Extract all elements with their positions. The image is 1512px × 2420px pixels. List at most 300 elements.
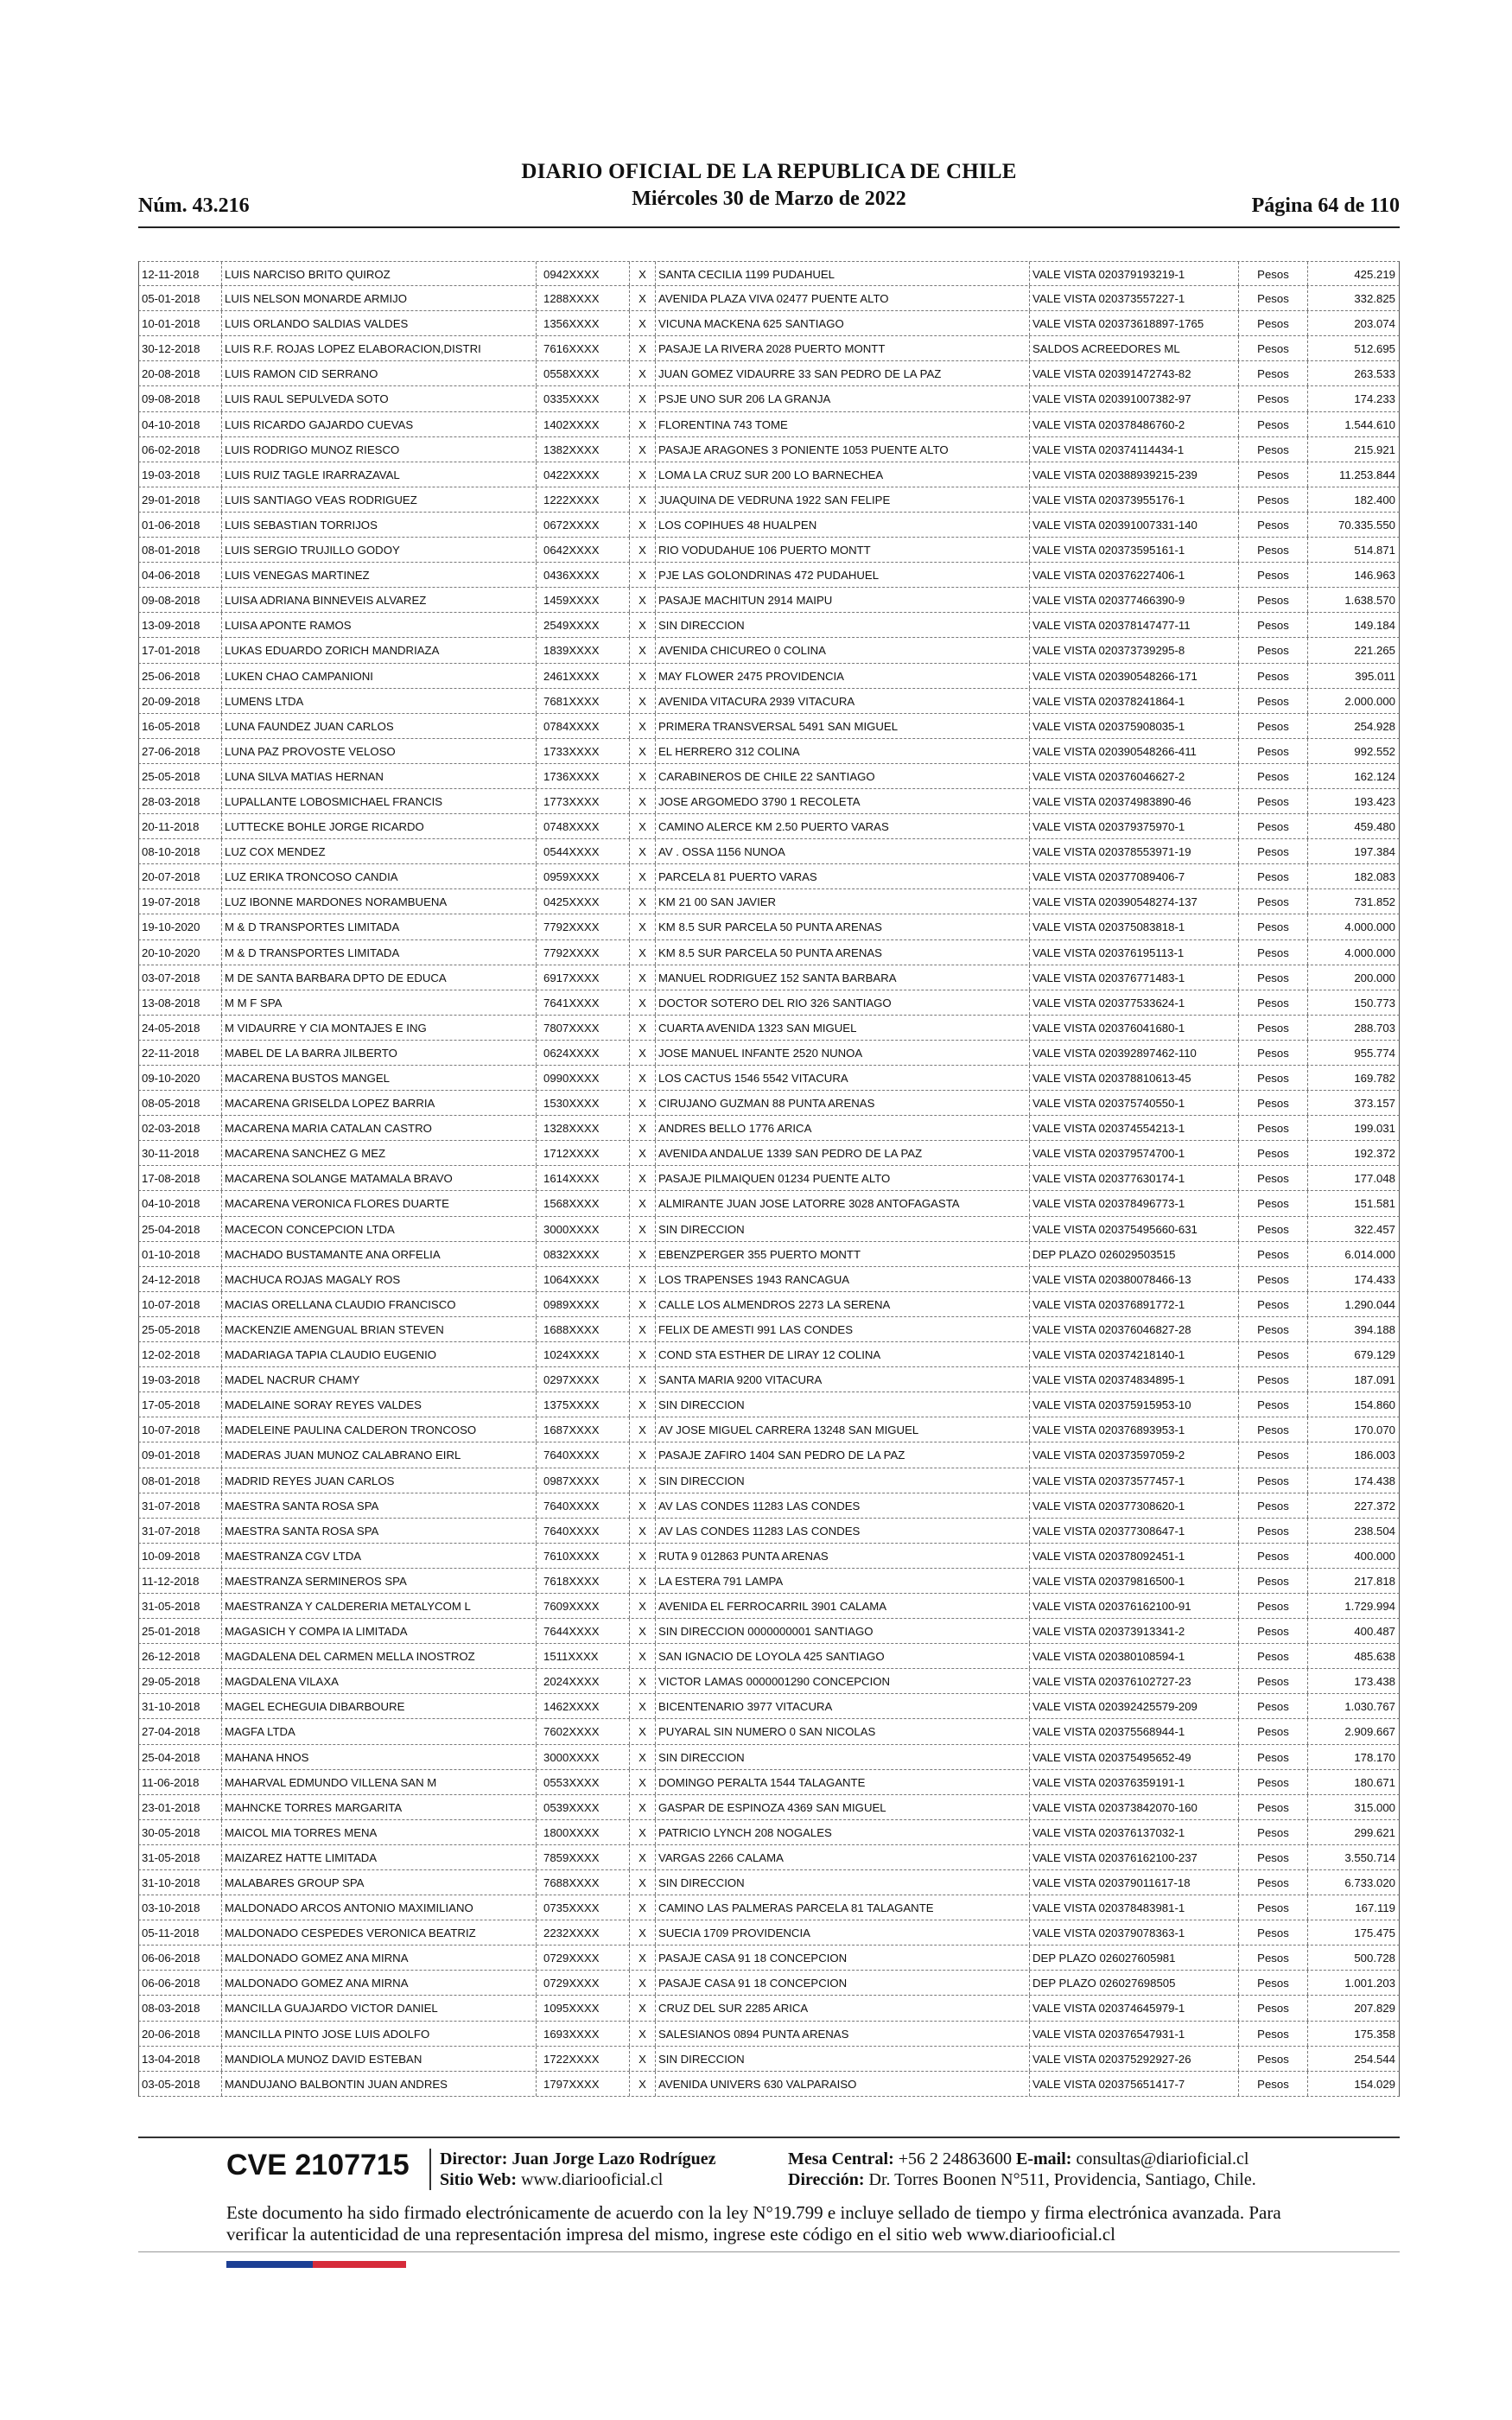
name-cell: MALDONADO GOMEZ ANA MIRNA (222, 1946, 537, 1970)
amount-cell: 2.909.667 (1344, 1725, 1395, 1739)
name-cell: LUNA FAUNDEZ JUAN CARLOS (222, 714, 537, 738)
address-cell: PASAJE ZAFIRO 1404 SAN PEDRO DE LA PAZ (656, 1442, 1030, 1467)
instrument-cell: VALE VISTA 020376771483-1 (1030, 965, 1239, 990)
address-cell: AVENIDA ANDALUE 1339 SAN PEDRO DE LA PAZ (656, 1141, 1030, 1165)
date-cell: 11-12-2018 (139, 1569, 222, 1593)
currency-cell: Pesos (1239, 311, 1308, 335)
currency-cell: Pesos (1239, 1267, 1308, 1291)
currency-cell: Pesos (1239, 588, 1308, 612)
flag-bar-blue (226, 2261, 313, 2268)
table-row (138, 1367, 1400, 1392)
instrument-cell: VALE VISTA 020379011617-18 (1030, 1870, 1239, 1895)
rut-cell: 2232XXXX (537, 1920, 630, 1945)
name-cell: MACHADO BUSTAMANTE ANA ORFELIA (222, 1242, 537, 1266)
address-cell: LOS TRAPENSES 1943 RANCAGUA (656, 1267, 1030, 1291)
instrument-cell: VALE VISTA 020377630174-1 (1030, 1166, 1239, 1190)
address-cell: EBENZPERGER 355 PUERTO MONTT (656, 1242, 1030, 1266)
date-cell: 19-07-2018 (139, 889, 222, 914)
amount-cell: 332.825 (1354, 292, 1395, 306)
currency-cell: Pesos (1239, 1946, 1308, 1970)
currency-cell: Pesos (1239, 1217, 1308, 1241)
rut-cell: 1797XXXX (537, 2072, 630, 2096)
rut-cell: 1614XXXX (537, 1166, 630, 1190)
table-row (138, 1669, 1400, 1694)
email-label: E-mail: (1016, 2149, 1072, 2168)
date-cell: 02-03-2018 (139, 1116, 222, 1140)
address-cell: JUAQUINA DE VEDRUNA 1922 SAN FELIPE (656, 487, 1030, 512)
flag-cell: X (630, 739, 656, 763)
rut-cell: 7688XXXX (537, 1870, 630, 1895)
date-cell: 12-02-2018 (139, 1342, 222, 1366)
currency-cell: Pesos (1239, 1870, 1308, 1895)
name-cell: LUKEN CHAO CAMPANIONI (222, 664, 537, 688)
rut-cell: 0624XXXX (537, 1041, 630, 1065)
name-cell: MANDIOLA MUNOZ DAVID ESTEBAN (222, 2047, 537, 2071)
name-cell: LUTTECKE BOHLE JORGE RICARDO (222, 814, 537, 838)
instrument-cell: VALE VISTA 020377533624-1 (1030, 990, 1239, 1015)
table-row (138, 1066, 1400, 1091)
currency-cell: Pesos (1239, 1895, 1308, 1920)
currency-cell: Pesos (1239, 1442, 1308, 1467)
date-cell: 12-11-2018 (139, 262, 222, 285)
currency-cell: Pesos (1239, 839, 1308, 863)
instrument-cell: VALE VISTA 020376046827-28 (1030, 1317, 1239, 1341)
address-cell: BICENTENARIO 3977 VITACURA (656, 1694, 1030, 1718)
email-link[interactable]: consultas@diarioficial.cl (1076, 2149, 1249, 2168)
date-cell: 10-01-2018 (139, 311, 222, 335)
currency-cell: Pesos (1239, 513, 1308, 537)
flag-cell: X (630, 1895, 656, 1920)
date-cell: 25-04-2018 (139, 1745, 222, 1769)
flag-cell: X (630, 664, 656, 688)
date-cell: 01-06-2018 (139, 513, 222, 537)
amount-cell: 182.083 (1354, 870, 1395, 884)
instrument-cell: VALE VISTA 020373577457-1 (1030, 1468, 1239, 1493)
currency-cell: Pesos (1239, 1493, 1308, 1518)
rut-cell: 0990XXXX (537, 1066, 630, 1090)
director-label: Director: (440, 2149, 508, 2168)
address-cell: KM 8.5 SUR PARCELA 50 PUNTA ARENAS (656, 940, 1030, 965)
currency-cell: Pesos (1239, 789, 1308, 813)
currency-cell: Pesos (1239, 889, 1308, 914)
amount-cell: 1.729.994 (1344, 1599, 1395, 1613)
name-cell: LUZ IBONNE MARDONES NORAMBUENA (222, 889, 537, 914)
table-row (138, 1392, 1400, 1417)
amount-cell: 192.372 (1354, 1147, 1395, 1161)
currency-cell: Pesos (1239, 1820, 1308, 1844)
table-row (138, 914, 1400, 939)
instrument-cell: VALE VISTA 020376162100-237 (1030, 1845, 1239, 1869)
address-cell: LOMA LA CRUZ SUR 200 LO BARNECHEA (656, 462, 1030, 487)
instrument-cell: VALE VISTA 020378092451-1 (1030, 1544, 1239, 1568)
name-cell: MADEL NACRUR CHAMY (222, 1367, 537, 1392)
date-cell: 17-08-2018 (139, 1166, 222, 1190)
amount-cell: 299.621 (1354, 1825, 1395, 1839)
rut-cell: 7602XXXX (537, 1719, 630, 1743)
date-cell: 25-05-2018 (139, 764, 222, 788)
instrument-cell: VALE VISTA 020375908035-1 (1030, 714, 1239, 738)
amount-cell: 400.000 (1354, 1549, 1395, 1563)
address-cell: AV LAS CONDES 11283 LAS CONDES (656, 1493, 1030, 1518)
flag-cell: X (630, 638, 656, 662)
flag-cell: X (630, 1519, 656, 1543)
flag-cell: X (630, 1217, 656, 1241)
table-row (138, 889, 1400, 914)
records-table (138, 261, 1400, 2097)
address-cell: PASAJE CASA 91 18 CONCEPCION (656, 1971, 1030, 1995)
amount-cell: 425.219 (1354, 268, 1395, 281)
amount-cell: 221.265 (1354, 644, 1395, 658)
instrument-cell: VALE VISTA 020374218140-1 (1030, 1342, 1239, 1366)
amount-cell: 514.871 (1354, 544, 1395, 557)
amount-cell: 180.671 (1354, 1775, 1395, 1789)
address-cell: PASAJE PILMAIQUEN 01234 PUENTE ALTO (656, 1166, 1030, 1190)
name-cell: MAESTRANZA Y CALDERERIA METALYCOM L (222, 1594, 537, 1618)
table-row (138, 386, 1400, 411)
address-cell: SIN DIRECCION (656, 1392, 1030, 1417)
address-cell: COND STA ESTHER DE LIRAY 12 COLINA (656, 1342, 1030, 1366)
flag-cell: X (630, 286, 656, 310)
instrument-cell: DEP PLAZO 026027605981 (1030, 1946, 1239, 1970)
instrument-cell: VALE VISTA 020374834895-1 (1030, 1367, 1239, 1392)
amount-cell: 373.157 (1354, 1097, 1395, 1111)
address-cell: LOS COPIHUES 48 HUALPEN (656, 513, 1030, 537)
name-cell: LUNA PAZ PROVOSTE VELOSO (222, 739, 537, 763)
table-row (138, 1895, 1400, 1920)
rut-cell: 1462XXXX (537, 1694, 630, 1718)
name-cell: MANDUJANO BALBONTIN JUAN ANDRES (222, 2072, 537, 2096)
instrument-cell: VALE VISTA 020378241864-1 (1030, 689, 1239, 713)
amount-cell: 1.544.610 (1344, 417, 1395, 431)
rut-cell: 1459XXXX (537, 588, 630, 612)
table-row (138, 437, 1400, 462)
currency-cell: Pesos (1239, 1468, 1308, 1493)
rut-cell: 3000XXXX (537, 1217, 630, 1241)
address-cell: GASPAR DE ESPINOZA 4369 SAN MIGUEL (656, 1795, 1030, 1819)
amount-cell: 146.963 (1354, 569, 1395, 583)
rut-cell: 0784XXXX (537, 714, 630, 738)
table-row (138, 1116, 1400, 1141)
rut-cell: 1356XXXX (537, 311, 630, 335)
address-cell: AV JOSE MIGUEL CARRERA 13248 SAN MIGUEL (656, 1417, 1030, 1442)
name-cell: MANCILLA GUAJARDO VICTOR DANIEL (222, 1996, 537, 2020)
currency-cell: Pesos (1239, 1770, 1308, 1794)
date-cell: 20-08-2018 (139, 361, 222, 385)
name-cell: MADERAS JUAN MUNOZ CALABRANO EIRL (222, 1442, 537, 1467)
instrument-cell: VALE VISTA 020374554213-1 (1030, 1116, 1239, 1140)
date-cell: 09-01-2018 (139, 1442, 222, 1467)
table-row (138, 311, 1400, 336)
name-cell: MAESTRANZA CGV LTDA (222, 1544, 537, 1568)
currency-cell: Pesos (1239, 990, 1308, 1015)
address-cell: VARGAS 2266 CALAMA (656, 1845, 1030, 1869)
flag-cell: X (630, 1971, 656, 1995)
amount-cell: 11.253.844 (1338, 468, 1395, 481)
date-cell: 31-07-2018 (139, 1493, 222, 1518)
name-cell: LUNA SILVA MATIAS HERNAN (222, 764, 537, 788)
amount-cell: 459.480 (1354, 820, 1395, 834)
address-cell: SUECIA 1709 PROVIDENCIA (656, 1920, 1030, 1945)
currency-cell: Pesos (1239, 1242, 1308, 1266)
date-cell: 20-06-2018 (139, 2022, 222, 2046)
table-row (138, 764, 1400, 789)
name-cell: MAESTRA SANTA ROSA SPA (222, 1493, 537, 1518)
currency-cell: Pesos (1239, 814, 1308, 838)
flag-cell: X (630, 1091, 656, 1115)
name-cell: MADELEINE PAULINA CALDERON TRONCOSO (222, 1417, 537, 1442)
amount-cell: 6.014.000 (1344, 1247, 1395, 1261)
amount-cell: 679.129 (1354, 1348, 1395, 1362)
address-cell: PSJE UNO SUR 206 LA GRANJA (656, 386, 1030, 411)
instrument-cell: VALE VISTA 020373842070-160 (1030, 1795, 1239, 1819)
name-cell: MACIAS ORELLANA CLAUDIO FRANCISCO (222, 1292, 537, 1316)
date-cell: 10-09-2018 (139, 1544, 222, 1568)
instrument-cell: VALE VISTA 020392897462-110 (1030, 1041, 1239, 1065)
table-row (138, 1442, 1400, 1468)
currency-cell: Pesos (1239, 1719, 1308, 1743)
flag-cell: X (630, 1493, 656, 1518)
flag-cell: X (630, 1544, 656, 1568)
address-cell: SIN DIRECCION (656, 1745, 1030, 1769)
currency-cell: Pesos (1239, 336, 1308, 360)
journal-title: DIARIO OFICIAL DE LA REPUBLICA DE CHILE (521, 160, 1017, 183)
rut-cell: 0942XXXX (537, 262, 630, 285)
currency-cell: Pesos (1239, 664, 1308, 688)
currency-cell: Pesos (1239, 1141, 1308, 1165)
instrument-cell: VALE VISTA 020376359191-1 (1030, 1770, 1239, 1794)
date-cell: 31-10-2018 (139, 1694, 222, 1718)
name-cell: LUMENS LTDA (222, 689, 537, 713)
currency-cell: Pesos (1239, 638, 1308, 662)
flag-cell: X (630, 2022, 656, 2046)
flag-cell: X (630, 487, 656, 512)
instrument-cell: VALE VISTA 020374114434-1 (1030, 437, 1239, 462)
flag-cell: X (630, 814, 656, 838)
rut-cell: 7681XXXX (537, 689, 630, 713)
address-cell: CAMINO LAS PALMERAS PARCELA 81 TALAGANTE (656, 1895, 1030, 1920)
name-cell: MAHANA HNOS (222, 1745, 537, 1769)
date-cell: 16-05-2018 (139, 714, 222, 738)
instrument-cell: VALE VISTA 020374645979-1 (1030, 1996, 1239, 2020)
currency-cell: Pesos (1239, 764, 1308, 788)
rut-cell: 7641XXXX (537, 990, 630, 1015)
instrument-cell: VALE VISTA 020373955176-1 (1030, 487, 1239, 512)
rut-cell: 2024XXXX (537, 1669, 630, 1693)
rut-cell: 0436XXXX (537, 563, 630, 587)
instrument-cell: VALE VISTA 020376041680-1 (1030, 1016, 1239, 1040)
table-row (138, 1417, 1400, 1442)
currency-cell: Pesos (1239, 1091, 1308, 1115)
date-cell: 05-01-2018 (139, 286, 222, 310)
site-link[interactable]: www.diariooficial.cl (521, 2170, 664, 2189)
rut-cell: 0425XXXX (537, 889, 630, 914)
date-cell: 06-02-2018 (139, 437, 222, 462)
name-cell: MALDONADO ARCOS ANTONIO MAXIMILIANO (222, 1895, 537, 1920)
currency-cell: Pesos (1239, 1694, 1308, 1718)
name-cell: MAGFA LTDA (222, 1719, 537, 1743)
flag-cell: X (630, 2047, 656, 2071)
instrument-cell: VALE VISTA 020376046627-2 (1030, 764, 1239, 788)
amount-cell: 197.384 (1354, 845, 1395, 859)
flag-cell: X (630, 311, 656, 335)
currency-cell: Pesos (1239, 1669, 1308, 1693)
address-cell: CUARTA AVENIDA 1323 SAN MIGUEL (656, 1016, 1030, 1040)
table-row (138, 538, 1400, 563)
rut-cell: 1712XXXX (537, 1141, 630, 1165)
address-cell: SIN DIRECCION (656, 2047, 1030, 2071)
currency-cell: Pesos (1239, 1519, 1308, 1543)
flag-cell: X (630, 386, 656, 411)
rut-cell: 1688XXXX (537, 1317, 630, 1341)
date-cell: 08-05-2018 (139, 1091, 222, 1115)
currency-cell: Pesos (1239, 563, 1308, 587)
flag-cell: X (630, 1845, 656, 1869)
address-cell: AV LAS CONDES 11283 LAS CONDES (656, 1519, 1030, 1543)
table-row (138, 1191, 1400, 1216)
table-row (138, 1971, 1400, 1996)
date-cell: 27-06-2018 (139, 739, 222, 763)
header-divider (138, 226, 1400, 228)
date-cell: 03-05-2018 (139, 2072, 222, 2096)
amount-cell: 4.000.000 (1344, 920, 1395, 934)
currency-cell: Pesos (1239, 361, 1308, 385)
date-cell: 30-05-2018 (139, 1820, 222, 1844)
flag-cell: X (630, 714, 656, 738)
address-cell: SIN DIRECCION (656, 1468, 1030, 1493)
address-cell: VICTOR LAMAS 0000001290 CONCEPCION (656, 1669, 1030, 1693)
table-row (138, 588, 1400, 613)
flag-cell: X (630, 764, 656, 788)
table-row (138, 286, 1400, 311)
name-cell: MAESTRA SANTA ROSA SPA (222, 1519, 537, 1543)
instrument-cell: VALE VISTA 020376891772-1 (1030, 1292, 1239, 1316)
currency-cell: Pesos (1239, 1920, 1308, 1945)
name-cell: LUIS SEBASTIAN TORRIJOS (222, 513, 537, 537)
amount-cell: 263.533 (1354, 367, 1395, 381)
flag-cell: X (630, 1569, 656, 1593)
currency-cell: Pesos (1239, 1795, 1308, 1819)
flag-cell: X (630, 1242, 656, 1266)
table-row (138, 1594, 1400, 1619)
instrument-cell: VALE VISTA 020380108594-1 (1030, 1644, 1239, 1668)
table-row (138, 714, 1400, 739)
instrument-cell: VALE VISTA 020375651417-7 (1030, 2072, 1239, 2096)
flag-cell: X (630, 1166, 656, 1190)
date-cell: 06-06-2018 (139, 1971, 222, 1995)
issue-date: Miércoles 30 de Marzo de 2022 (632, 188, 906, 210)
name-cell: MAHNCKE TORRES MARGARITA (222, 1795, 537, 1819)
amount-cell: 70.335.550 (1337, 518, 1395, 532)
flag-cell: X (630, 1116, 656, 1140)
flag-cell: X (630, 990, 656, 1015)
flag-cell: X (630, 336, 656, 360)
date-cell: 31-07-2018 (139, 1519, 222, 1543)
table-row (138, 1292, 1400, 1317)
amount-cell: 254.928 (1354, 719, 1395, 733)
rut-cell: 0959XXXX (537, 864, 630, 888)
amount-cell: 288.703 (1354, 1021, 1395, 1035)
address-cell: CIRUJANO GUZMAN 88 PUNTA ARENAS (656, 1091, 1030, 1115)
date-cell: 17-05-2018 (139, 1392, 222, 1417)
instrument-cell: VALE VISTA 020379375970-1 (1030, 814, 1239, 838)
instrument-cell: VALE VISTA 020378553971-19 (1030, 839, 1239, 863)
rut-cell: 7640XXXX (537, 1493, 630, 1518)
flag-cell: X (630, 864, 656, 888)
amount-cell: 254.544 (1354, 2052, 1395, 2066)
name-cell: MAHARVAL EDMUNDO VILLENA SAN M (222, 1770, 537, 1794)
currency-cell: Pesos (1239, 965, 1308, 990)
name-cell: LUIS R.F. ROJAS LOPEZ ELABORACION,DISTRI (222, 336, 537, 360)
amount-cell: 6.733.020 (1344, 1876, 1395, 1889)
date-cell: 25-01-2018 (139, 1619, 222, 1643)
address-cell: PJE LAS GOLONDRINAS 472 PUDAHUEL (656, 563, 1030, 587)
amount-cell: 322.457 (1354, 1222, 1395, 1236)
table-row (138, 664, 1400, 689)
instrument-cell: VALE VISTA 020375495652-49 (1030, 1745, 1239, 1769)
rut-cell: 1687XXXX (537, 1417, 630, 1442)
footer-divider (138, 2137, 1400, 2138)
currency-cell: Pesos (1239, 386, 1308, 411)
address-cell: LOS CACTUS 1546 5542 VITACURA (656, 1066, 1030, 1090)
table-row (138, 462, 1400, 487)
rut-cell: 1530XXXX (537, 1091, 630, 1115)
address-cell: PASAJE MACHITUN 2914 MAIPU (656, 588, 1030, 612)
rut-cell: 1773XXXX (537, 789, 630, 813)
name-cell: LUIS NARCISO BRITO QUIROZ (222, 262, 537, 285)
name-cell: MAGDALENA DEL CARMEN MELLA INOSTROZ (222, 1644, 537, 1668)
table-row (138, 1619, 1400, 1644)
amount-cell: 174.438 (1354, 1474, 1395, 1487)
amount-cell: 1.030.767 (1344, 1700, 1395, 1714)
currency-cell: Pesos (1239, 1644, 1308, 1668)
instrument-cell: VALE VISTA 020379078363-1 (1030, 1920, 1239, 1945)
date-cell: 19-03-2018 (139, 1367, 222, 1392)
address-cell: PRIMERA TRANSVERSAL 5491 SAN MIGUEL (656, 714, 1030, 738)
table-row (138, 638, 1400, 663)
currency-cell: Pesos (1239, 739, 1308, 763)
address-cell: FELIX DE AMESTI 991 LAS CONDES (656, 1317, 1030, 1341)
amount-cell: 186.003 (1354, 1449, 1395, 1462)
date-cell: 25-06-2018 (139, 664, 222, 688)
address-cell: JUAN GOMEZ VIDAURRE 33 SAN PEDRO DE LA PAZ (656, 361, 1030, 385)
table-row (138, 1719, 1400, 1744)
address-cell: SIN DIRECCION (656, 613, 1030, 637)
site-label: Sitio Web: (440, 2170, 518, 2189)
name-cell: MALDONADO GOMEZ ANA MIRNA (222, 1971, 537, 1995)
date-cell: 29-05-2018 (139, 1669, 222, 1693)
amount-cell: 485.638 (1354, 1650, 1395, 1664)
instrument-cell: VALE VISTA 020373557227-1 (1030, 286, 1239, 310)
name-cell: LUIS SERGIO TRUJILLO GODOY (222, 538, 537, 562)
rut-cell: 1222XXXX (537, 487, 630, 512)
currency-cell: Pesos (1239, 1544, 1308, 1568)
flag-cell: X (630, 1996, 656, 2020)
table-row (138, 789, 1400, 814)
amount-cell: 199.031 (1354, 1122, 1395, 1136)
address-cell: EL HERRERO 312 COLINA (656, 739, 1030, 763)
instrument-cell: VALE VISTA 020375915953-10 (1030, 1392, 1239, 1417)
date-cell: 20-11-2018 (139, 814, 222, 838)
amount-cell: 395.011 (1355, 669, 1395, 683)
name-cell: MADARIAGA TAPIA CLAUDIO EUGENIO (222, 1342, 537, 1366)
flag-cell: X (630, 1342, 656, 1366)
instrument-cell: VALE VISTA 020374983890-46 (1030, 789, 1239, 813)
table-row (138, 261, 1400, 286)
flag-cell: X (630, 563, 656, 587)
date-cell: 20-09-2018 (139, 689, 222, 713)
flag-cell: X (630, 1367, 656, 1392)
flag-cell: X (630, 689, 656, 713)
